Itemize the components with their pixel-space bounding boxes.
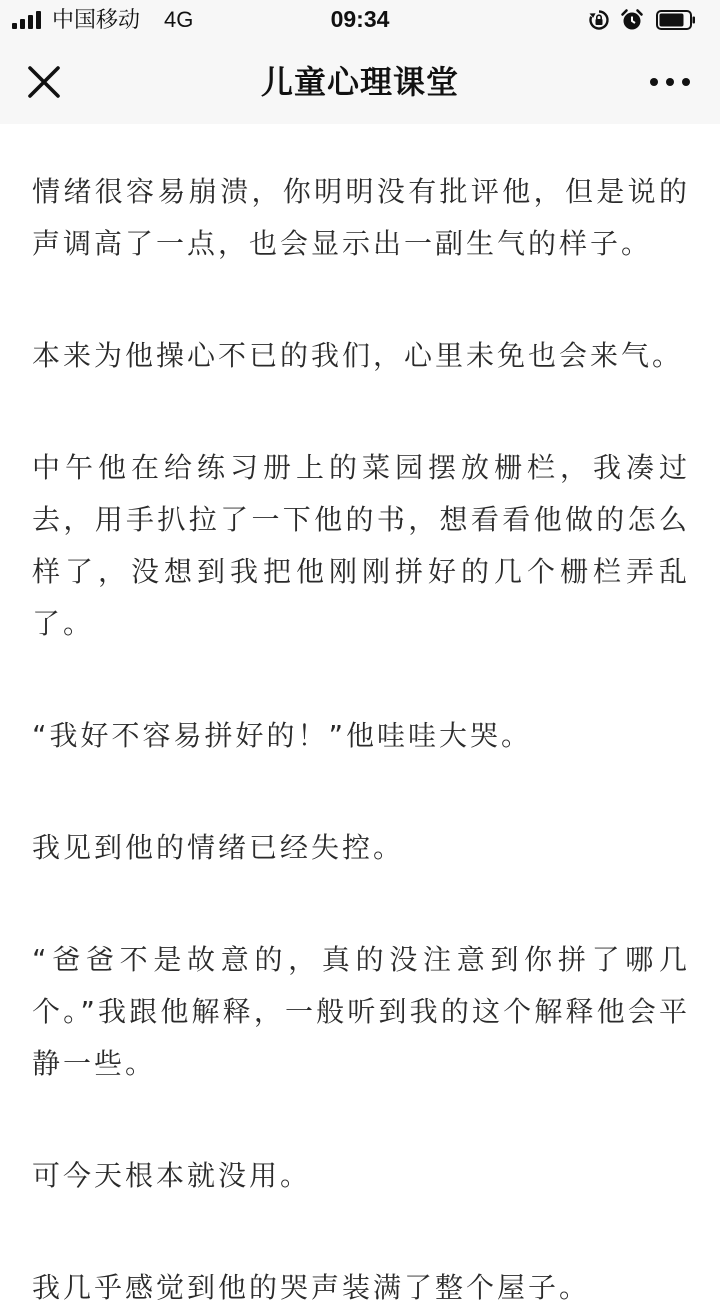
more-options-icon[interactable] [648, 64, 692, 100]
article-paragraph: “爸爸不是故意的，真的没注意到你拼了哪几个。”我跟他解释，一般听到我的这个解释他会平静一些。 [32, 943, 690, 1080]
status-time: 09:34 [330, 6, 390, 32]
article-paragraph: “我好不容易拼好的！”他哇哇大哭。 [32, 719, 533, 752]
network-type: 4G [164, 7, 194, 32]
article-paragraph: 我见到他的情绪已经失控。 [32, 831, 405, 864]
carrier-name: 中国移动 [52, 7, 141, 32]
alarm-icon [620, 8, 644, 32]
rotation-lock-icon [588, 9, 610, 31]
article-paragraph: 我几乎感觉到他的哭声装满了整个屋子。 [32, 1271, 591, 1304]
article-paragraph: 中午他在给练习册上的菜园摆放栅栏，我凑过去，用手扒拉了一下他的书，想看看他做的怎么样了，没想到我把他刚刚拼好的几个栅栏弄乱了。 [32, 451, 690, 640]
article-paragraph: 可今天根本就没用。 [32, 1159, 312, 1192]
status-icons [578, 7, 708, 33]
article-paragraph: 本来为他操心不已的我们，心里未免也会来气。 [32, 339, 684, 372]
article-paragraph: 情绪很容易崩溃，你明明没有批评他，但是说的声调高了一点，也会显示出一副生气的样子。 [32, 175, 690, 260]
article-body [32, 124, 690, 1314]
page-title: 儿童心理课堂 [260, 63, 459, 101]
battery-icon [656, 10, 696, 30]
nav-bar [0, 40, 720, 124]
status-bar [0, 0, 720, 40]
